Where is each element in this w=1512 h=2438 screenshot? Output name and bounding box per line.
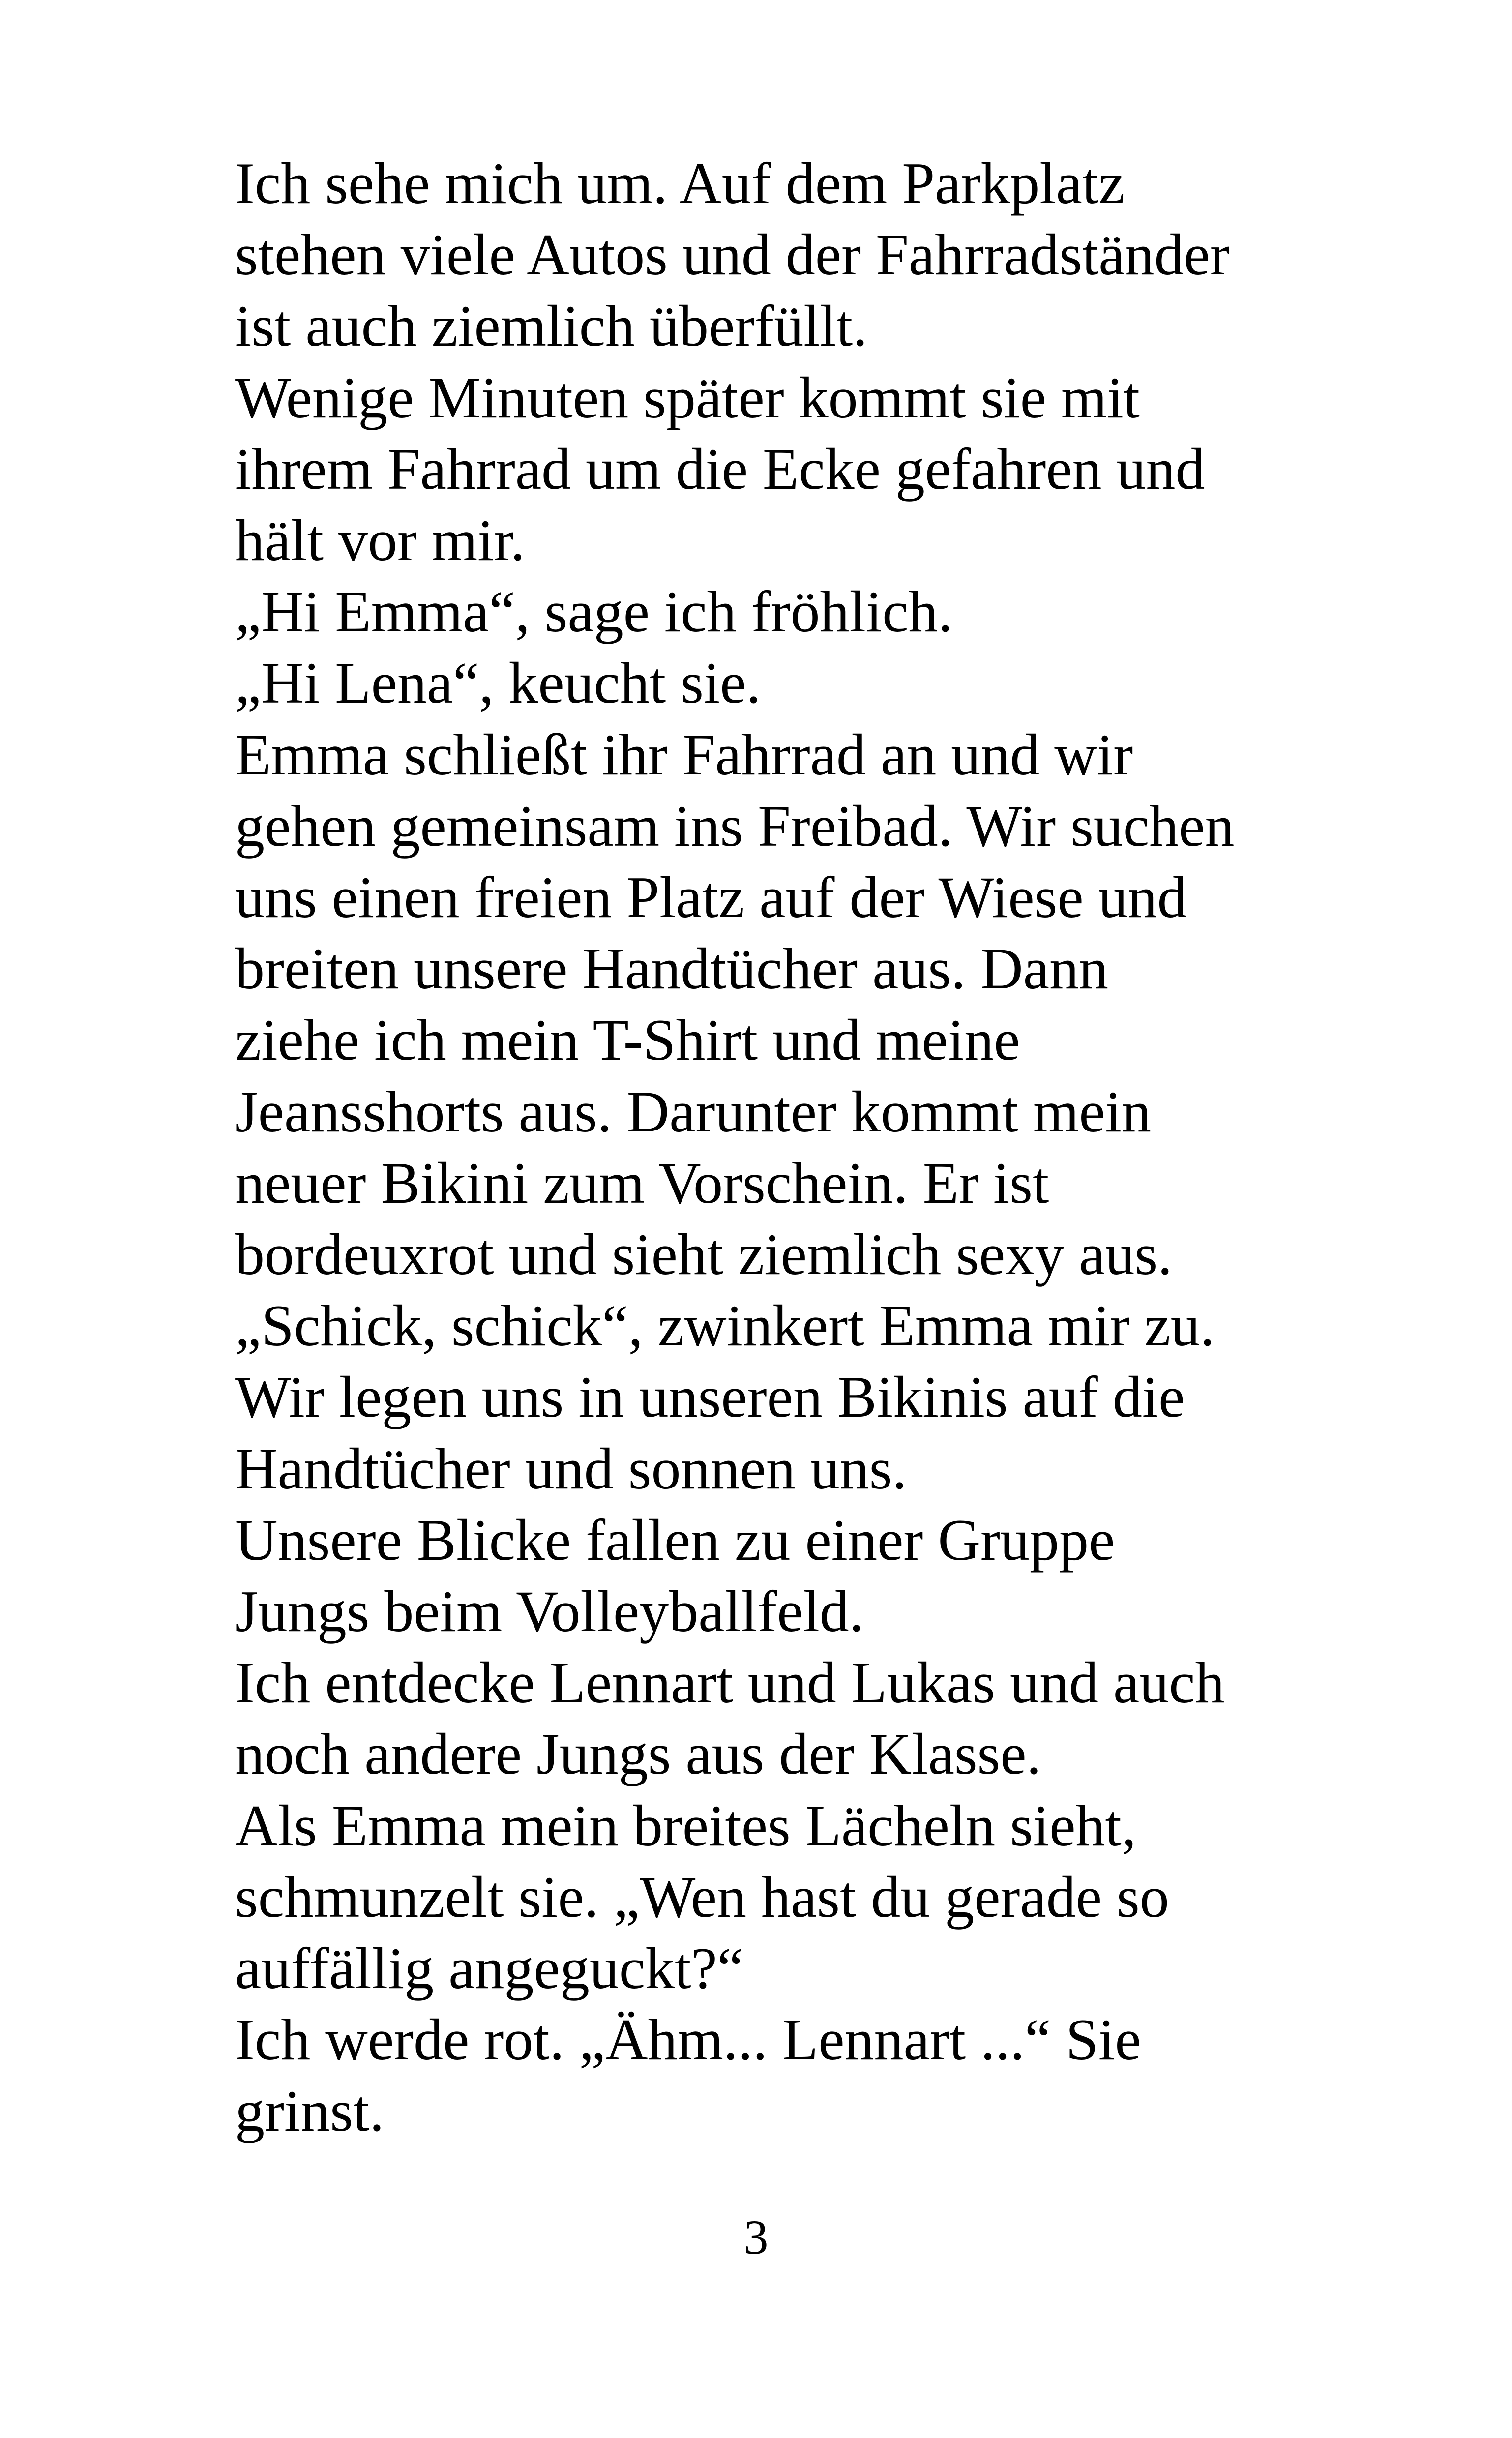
text-line: „Schick, schick“, zwinkert Emma mir zu.	[235, 1293, 1215, 1359]
text-line: Ich werde rot. „Ähm... Lennart ...“ Sie	[235, 2007, 1141, 2073]
text-line: Unsere Blicke fallen zu einer Gruppe	[235, 1507, 1115, 1573]
text-line: auffällig angeguckt?“	[235, 1935, 743, 2001]
text-line: Jeansshorts aus. Darunter kommt mein	[235, 1078, 1151, 1144]
text-line: Als Emma mein breites Lächeln sieht,	[235, 1792, 1136, 1858]
text-line: „Hi Lena“, keucht sie.	[235, 650, 761, 716]
text-line: stehen viele Autos und der Fahrradständer	[235, 222, 1230, 288]
text-line: Handtücher und sonnen uns.	[235, 1435, 907, 1501]
text-line: neuer Bikini zum Vorschein. Er ist	[235, 1150, 1049, 1216]
text-line: Ich entdecke Lennart und Lukas und auch	[235, 1650, 1225, 1716]
text-line: Jungs beim Volleyballfeld.	[235, 1578, 864, 1644]
text-line: breiten unsere Handtücher aus. Dann	[235, 936, 1108, 1002]
text-line: Wir legen uns in unseren Bikinis auf die	[235, 1364, 1185, 1430]
text-line: bordeuxrot und sieht ziemlich sexy aus.	[235, 1221, 1173, 1287]
text-line: ihrem Fahrrad um die Ecke gefahren und	[235, 436, 1205, 502]
text-line: uns einen freien Platz auf der Wiese und	[235, 864, 1187, 930]
text-line: noch andere Jungs aus der Klasse.	[235, 1721, 1041, 1787]
text-line: Ich sehe mich um. Auf dem Parkplatz	[235, 150, 1125, 216]
text-line: „Hi Emma“, sage ich fröhlich.	[235, 579, 953, 645]
text-line: schmunzelt sie. „Wen hast du gerade so	[235, 1864, 1169, 1930]
text-line: ist auch ziemlich überfüllt.	[235, 293, 868, 359]
text-line: grinst.	[235, 2078, 385, 2144]
page-number: 3	[743, 2210, 769, 2264]
body-text	[235, 148, 1317, 2147]
text-line: ziehe ich mein T-Shirt und meine	[235, 1007, 1020, 1073]
text-line: Emma schließt ihr Fahrrad an und wir	[235, 721, 1133, 787]
text-line: hält vor mir.	[235, 507, 525, 573]
text-line: gehen gemeinsam ins Freibad. Wir suchen	[235, 793, 1235, 859]
text-line: Wenige Minuten später kommt sie mit	[235, 364, 1140, 430]
